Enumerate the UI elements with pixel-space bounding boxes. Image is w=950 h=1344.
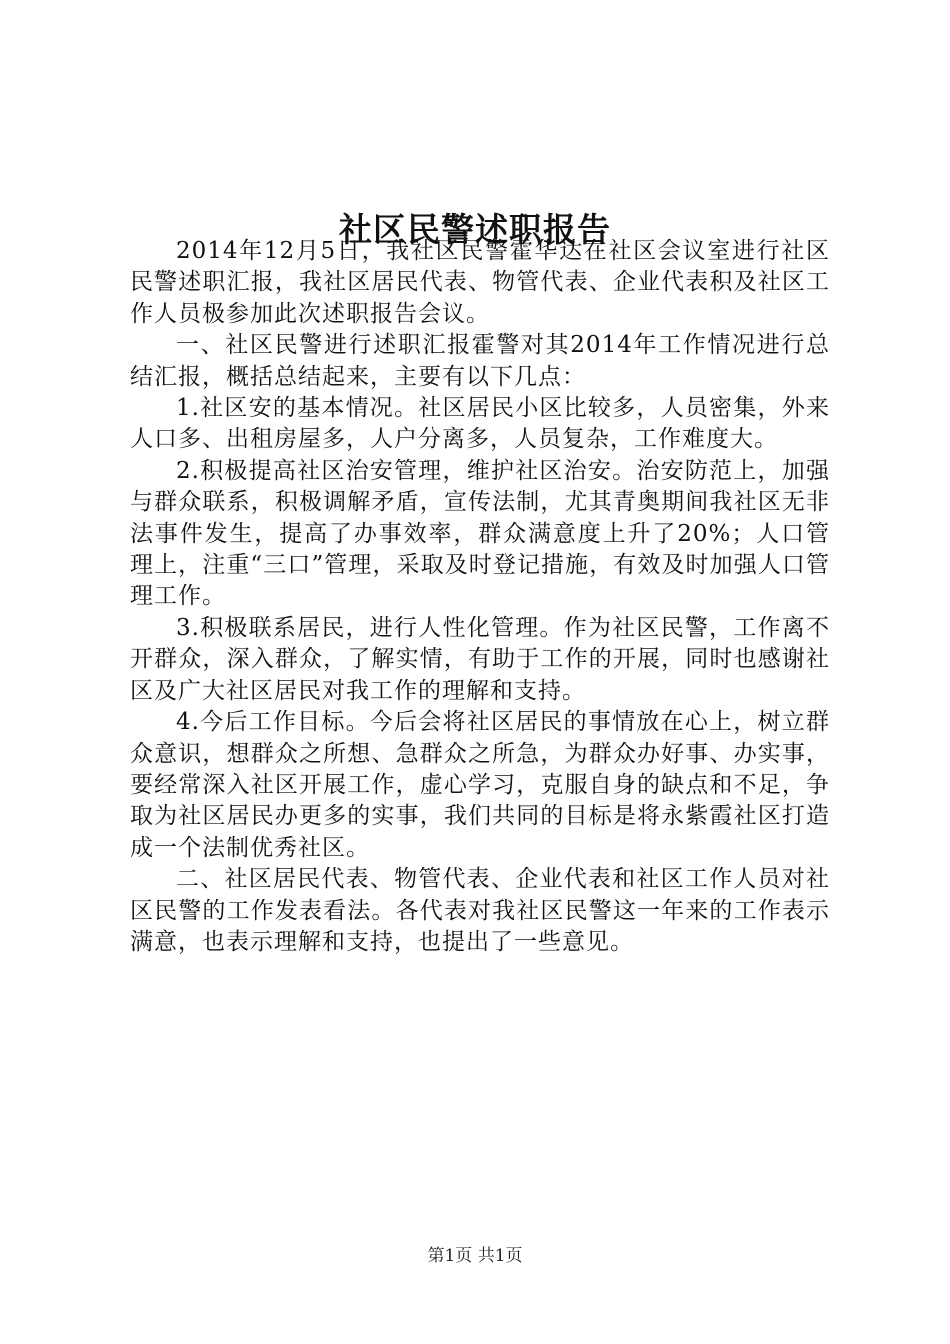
document-title: 社区民警述职报告	[339, 210, 611, 250]
paragraph-point-3: 3.积极联系居民，进行人性化管理。作为社区民警，工作离不开群众，深入群众，了解实情，有助于工作的开展，同时也感谢社区及广大社区居民对我工作的理解和支持。	[130, 614, 830, 704]
paragraph-point-2: 2.积极提高社区治安管理，维护社区治安。治安防范上，加强与群众联系，积极调解矛盾，宣传法制，尤其青奥期间我社区无非法事件发生，提高了办事效率，群众满意度上升了20%；人口管理上，注重“三口”管理，采取及时登记措施，有效及时加强人口管理工作。	[130, 457, 830, 610]
paragraph-intro: 2014年12月5日，我社区民警霍华达在社区会议室进行社区民警述职汇报，我社区居民代表、物管代表、企业代表积及社区工作人员极参加此次述职报告会议。	[130, 238, 830, 327]
page-footer: 第1页 共1页	[427, 1246, 523, 1266]
paragraph-point-4: 4.今后工作目标。今后会将社区居民的事情放在心上，树立群众意识，想群众之所想、急群众之所急，为群众办好事、办实事，要经常深入社区开展工作，虚心学习，克服自身的缺点和不足，争取为社区居民办更多的实事，我们共同的目标是将永紫霞社区打造成一个法制优秀社区。	[130, 709, 830, 861]
document-body	[130, 236, 830, 958]
paragraph-section-one: 一、社区民警进行述职汇报霍警对其2014年工作情况进行总结汇报，概括总结起来，主要有以下几点：	[130, 332, 830, 390]
paragraph-section-two: 二、社区居民代表、物管代表、企业代表和社区工作人员对社区民警的工作发表看法。各代表对我社区民警这一年来的工作表示满意，也表示理解和支持，也提出了一些意见。	[130, 866, 830, 955]
paragraph-point-1: 1.社区安的基本情况。社区居民小区比较多，人员密集，外来人口多、出租房屋多，人户分离多，人员复杂，工作难度大。	[130, 395, 830, 453]
